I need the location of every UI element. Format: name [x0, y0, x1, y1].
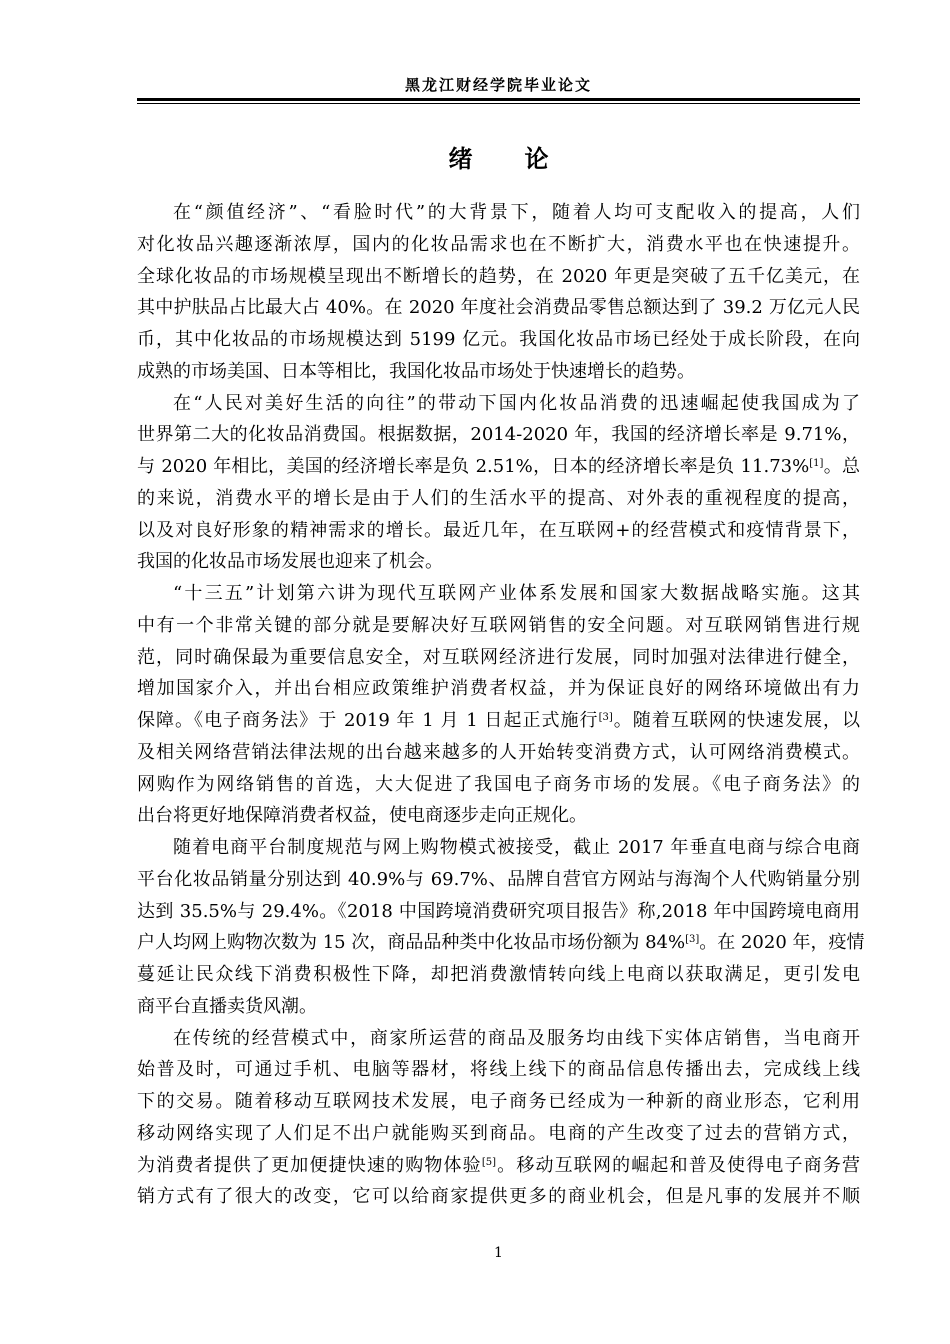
- text-line: 始普及时，可通过手机、电脑等器材，将线上线下的商品信息传播出去，完成线上线: [137, 1059, 860, 1081]
- text-line: 平台化妆品销量分别达到 40.9%与 69.7%、品牌自营官方网站与海淘个人代购销量分别: [137, 868, 860, 890]
- paragraph-2: [137, 388, 860, 579]
- citation-ref: [1]: [809, 458, 824, 469]
- text-line: 增加国家介入，并出台相应政策维护消费者权益，并为保证良好的网络环境做出有力: [137, 678, 860, 700]
- text-line: 商平台直播卖货风潮。: [137, 995, 317, 1017]
- text-line: 的来说，消费水平的增长是由于人们的生活水平的提高、对外表的重视程度的提高，: [137, 487, 860, 509]
- text-line: 在“人民对美好生活的向往”的带动下国内化妆品消费的迅速崛起使我国成为了: [173, 392, 860, 414]
- text-line-with-citation: [137, 705, 860, 737]
- text-line: 其中护肤品占比最大占 40%。在 2020 年度社会消费品零售总额达到了 39.2 万亿元人民: [137, 297, 860, 319]
- text-line: 中有一个非常关键的部分就是要解决好互联网销售的安全问题。对互联网销售进行规: [137, 614, 860, 636]
- header-rule-thin: [137, 103, 860, 104]
- text-line-with-citation: [137, 451, 860, 483]
- text-line: 对化妆品兴趣逐渐浓厚，国内的化妆品需求也在不断扩大，消费水平也在快速提升。: [137, 233, 860, 255]
- paragraph-4: [137, 832, 865, 1023]
- text-segment: 。移动互联网的崛起和普及使得电子商务营: [496, 1154, 861, 1176]
- text-line: 全球化妆品的市场规模呈现出不断增长的趋势，在 2020 年更是突破了五千亿美元，在: [137, 265, 860, 287]
- text-segment: 。随着互联网的快速发展，以: [612, 710, 861, 731]
- text-line: 出台将更好地保障消费者权益，使电商逐步走向正规化。: [137, 805, 587, 827]
- text-line: 币，其中化妆品的市场规模达到 5199 亿元。我国化妆品市场已经处于成长阶段，在向: [137, 329, 860, 350]
- text-line: 世界第二大的化妆品消费国。根据数据，2014-2020 年，我国的经济增长率是 9.71%，: [137, 424, 860, 446]
- text-segment: 为消费者提供了更加便捷快速的购物体验: [137, 1154, 482, 1176]
- text-line: 在“颜值经济”、“看脸时代”的大背景下，随着人均可支配收入的提高，人们: [173, 202, 860, 223]
- paragraph-3: [137, 578, 860, 832]
- text-line: 蔓延让民众线下消费积极性下降，却把消费激情转向线上电商以获取满足，更引发电: [137, 964, 860, 985]
- text-line: 达到 35.5%与 29.4%。《2018 中国跨境消费研究项目报告》称,2018 年中国跨境电商用: [137, 900, 860, 922]
- text-line: 网购作为网络销售的首选，大大促进了我国电子商务市场的发展。《电子商务法》的: [137, 773, 860, 795]
- text-line: 成熟的市场美国、日本等相比，我国化妆品市场处于快速增长的趋势。: [137, 360, 695, 382]
- text-segment: 户人均网上购物次数为 15 次，商品品种类中化妆品市场份额为 84%: [137, 932, 686, 954]
- header-rule-thick: [137, 98, 860, 101]
- text-line: 销方式有了很大的改变，它可以给商家提供更多的商业机会，但是凡事的发展并不顺: [137, 1186, 860, 1208]
- text-segment: 。在 2020 年，疫情: [699, 932, 865, 954]
- text-line: 以及对良好形象的精神需求的增长。最近几年，在互联网+的经营模式和疫情背景下，: [137, 519, 860, 541]
- text-segment: 保障。《电子商务法》于 2019 年 1 月 1 日起正式施行: [137, 710, 599, 731]
- body-text: [137, 197, 865, 1213]
- text-line: 范，同时确保最为重要信息安全，对互联网经济进行发展，同时加强对法律进行健全，: [137, 646, 860, 668]
- running-header: 黑龙江财经学院毕业论文: [404, 76, 592, 94]
- text-line-with-citation: [137, 1150, 860, 1182]
- text-line: “十三五”计划第六讲为现代互联网产业体系发展和国家大数据战略实施。这其: [173, 583, 860, 604]
- text-line: 移动网络实现了人们足不出户就能购买到商品。电商的产生改变了过去的营销方式，: [137, 1122, 860, 1144]
- text-segment: 与 2020 年相比，美国的经济增长率是负 2.51%，日本的经济增长率是负 11.73%: [137, 456, 810, 477]
- text-line: 随着电商平台制度规范与网上购物模式被接受，截止 2017 年垂直电商与综合电商: [173, 837, 860, 858]
- text-line: 下的交易。随着移动互联网技术发展，电子商务已经成为一种新的商业形态，它利用: [137, 1091, 860, 1112]
- citation-ref: [3]: [685, 934, 700, 946]
- text-line: 及相关网络营销法律法规的出台越来越多的人开始转变消费方式，认可网络消费模式。: [137, 741, 860, 763]
- text-segment: 。总: [823, 456, 860, 477]
- citation-ref: [3]: [598, 712, 613, 723]
- citation-ref: [5]: [481, 1156, 497, 1168]
- text-line-with-citation: [137, 927, 865, 959]
- paragraph-1: [137, 197, 860, 388]
- chapter-title: 绪论: [448, 144, 601, 173]
- text-line: 我国的化妆品市场发展也迎来了机会。: [137, 551, 443, 573]
- text-line: 在传统的经营模式中，商家所运营的商品及服务均由线下实体店销售，当电商开: [173, 1027, 860, 1049]
- page-number: 1: [494, 1245, 503, 1261]
- paragraph-5: [137, 1023, 860, 1214]
